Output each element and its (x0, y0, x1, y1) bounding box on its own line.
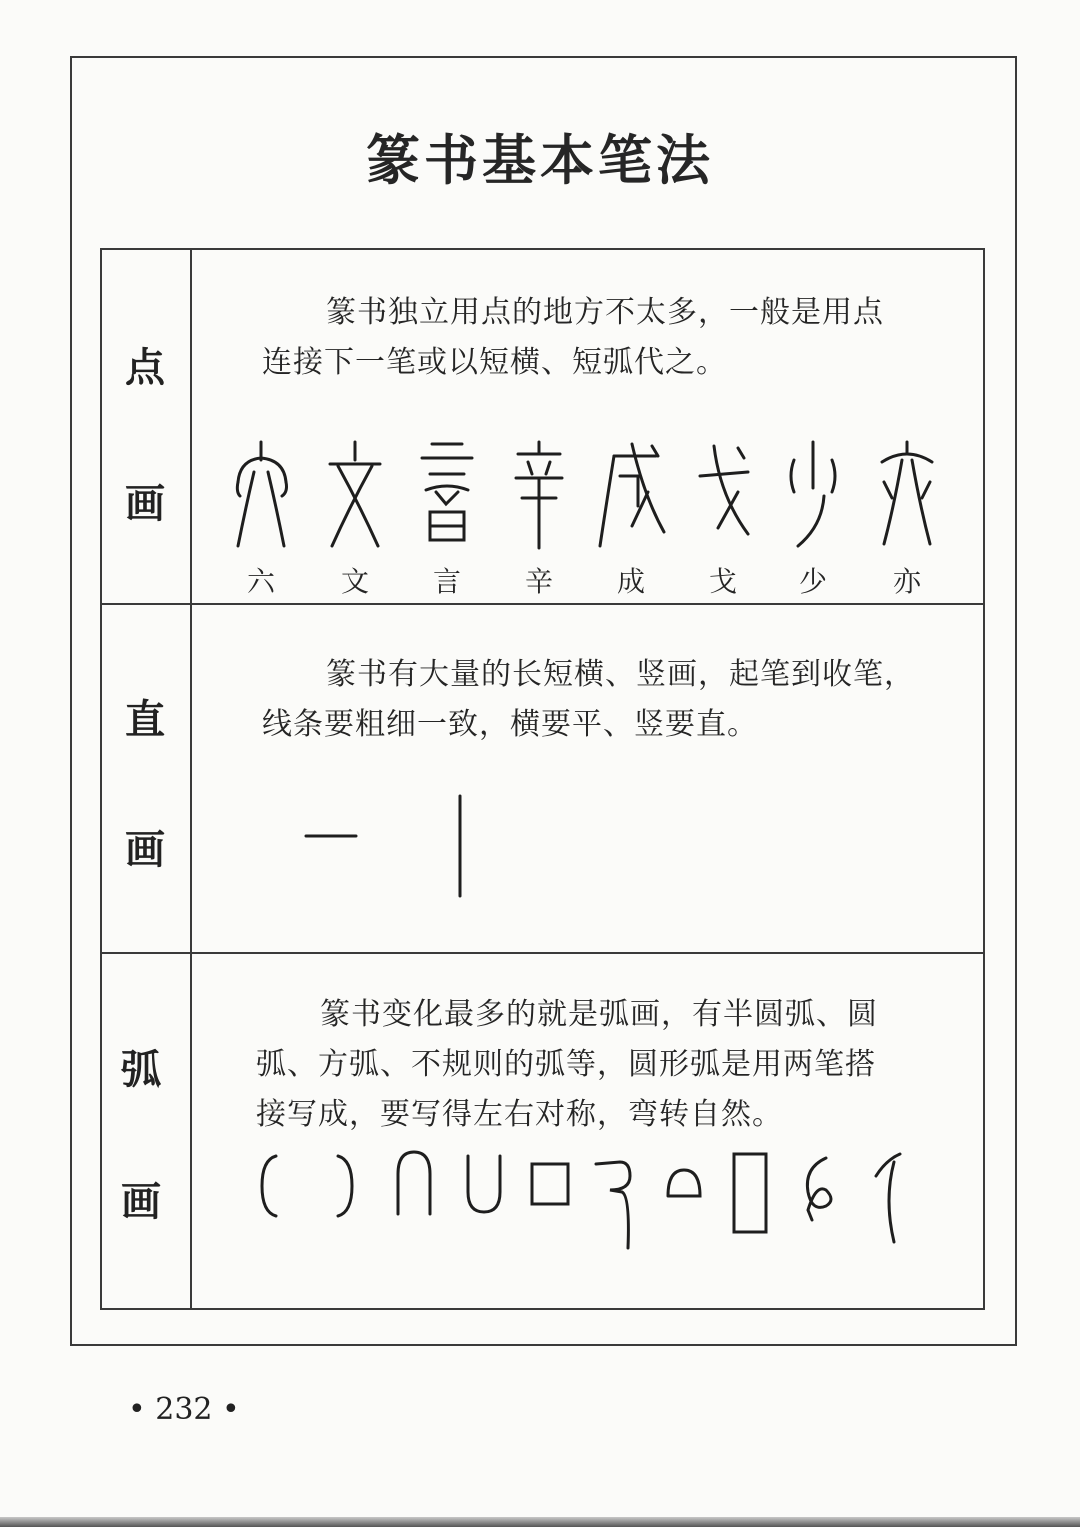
table-row-divider (102, 603, 983, 605)
example-caption: 辛 (524, 565, 553, 598)
text-line: 篆书独立用点的地方不太多，一般是用点 (326, 295, 884, 330)
table-column-divider (190, 250, 192, 1308)
right-bracket-arc (338, 1156, 352, 1216)
arc-stroke-examples (250, 1140, 930, 1260)
seal-char-wen (310, 436, 400, 556)
text-line: 篆书变化最多的就是弧画，有半圆弧、圆 (320, 997, 878, 1032)
seal-char-ge (678, 436, 768, 556)
example-caption: 亦 (892, 565, 921, 598)
page-number: • 232 • (128, 1392, 240, 1427)
hook-arc (596, 1162, 630, 1248)
example-caption: 言 (432, 565, 461, 598)
section-label-dot-bottom: 画 (125, 481, 165, 527)
seal-char-liu (216, 436, 306, 556)
circle-arc (668, 1170, 700, 1196)
left-bracket-arc (262, 1156, 276, 1216)
seal-char-shao (768, 436, 858, 556)
section-text-straight (262, 650, 972, 750)
seal-char-xin (494, 436, 584, 556)
page-title: 篆书基本笔法 (366, 129, 714, 192)
text-line: 接写成，要写得左右对称，弯转自然。 (256, 1097, 783, 1132)
irregular-arc (807, 1158, 831, 1220)
seal-char-yi (862, 436, 952, 556)
text-line: 篆书有大量的长短横、竖画，起笔到收笔， (326, 657, 915, 692)
example-caption: 文 (340, 565, 369, 598)
section-label-dot-top: 点 (125, 345, 165, 391)
seal-char-yan (402, 436, 492, 556)
text-line: 线条要粗细一致，横要平、竖要直。 (262, 707, 758, 742)
text-line: 弧、方弧、不规则的弧等，圆形弧是用两笔搭 (256, 1047, 876, 1082)
example-caption: 成 (616, 565, 645, 598)
arch-arc (398, 1152, 430, 1214)
example-caption: 少 (798, 565, 827, 598)
seal-char-cheng (586, 436, 676, 556)
straight-stroke-examples (290, 780, 490, 910)
section-label-straight-bottom: 画 (125, 827, 165, 873)
section-text-arc (256, 990, 976, 1140)
u-arc (468, 1156, 500, 1212)
square-arc (532, 1164, 568, 1204)
section-label-arc-top: 弧 (121, 1047, 161, 1093)
section-label-straight-top: 直 (125, 697, 165, 743)
text-line: 连接下一笔或以短横、短弧代之。 (262, 345, 727, 380)
irregular-arc-2 (876, 1154, 900, 1242)
section-text-dot (262, 288, 962, 388)
example-caption: 六 (246, 565, 275, 598)
table-row-divider (102, 952, 983, 954)
example-caption: 戈 (708, 565, 737, 598)
section-label-arc-bottom: 画 (121, 1179, 161, 1225)
tall-rect-arc (734, 1154, 766, 1232)
page-edge-shadow (0, 1517, 1080, 1527)
